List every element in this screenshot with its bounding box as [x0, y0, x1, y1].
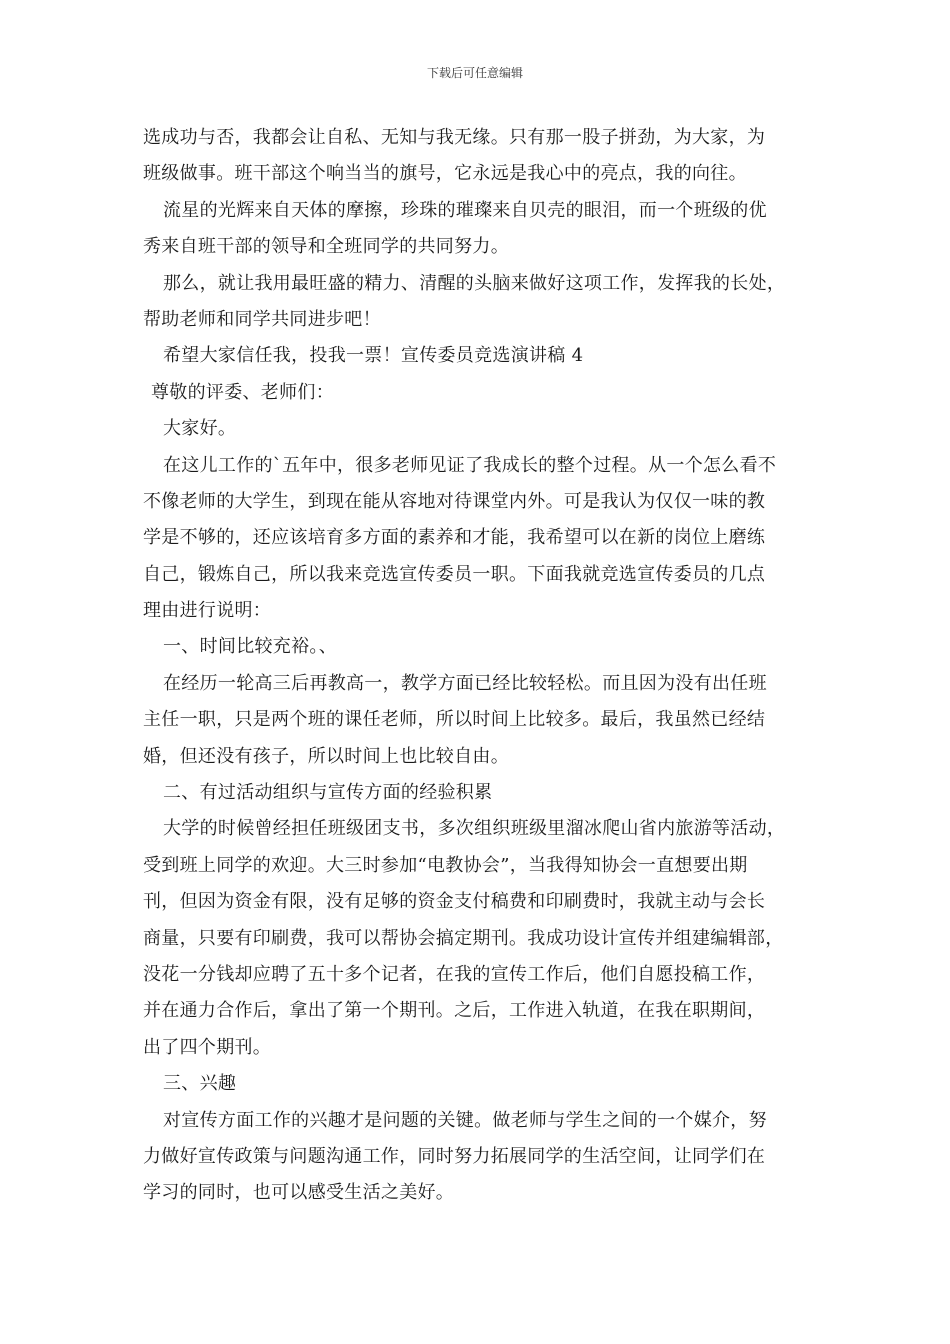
text-line: 对宣传方面工作的兴趣才是问题的关键。做老师与学生之间的一个媒介，努: [163, 1109, 767, 1131]
text-line: 三、兴趣: [163, 1073, 237, 1095]
text-line: 自己，锻炼自己，所以我来竞选宣传委员一职。下面我就竞选宣传委员的几点: [143, 563, 766, 585]
text-line: 帮助老师和同学共同进步吧！: [143, 308, 381, 330]
text-line: 并在通力合作后，拿出了第一个期刊。之后，工作进入轨道，在我在职期间，: [143, 1000, 766, 1022]
text-line: 出了四个期刊。: [143, 1036, 272, 1058]
text-line: 婚，但还没有孩子，所以时间上也比较自由。: [143, 745, 509, 767]
text-line: 在经历一轮高三后再教高一，教学方面已经比较轻松。而且因为没有出任班: [163, 672, 767, 694]
text-line: 流星的光辉来自天体的摩擦，珍珠的璀璨来自贝壳的眼泪，而一个班级的优: [163, 199, 767, 221]
text-line: 希望大家信任我，投我一票！宣传委员竞选演讲稿 4: [163, 345, 584, 367]
text-line: 理由进行说明：: [143, 600, 272, 622]
text-line: 那么，就让我用最旺盛的精力、清醒的头脑来做好这项工作，发挥我的长处，: [163, 272, 786, 294]
text-line: 力做好宣传政策与问题沟通工作，同时努力拓展同学的生活空间，让同学们在: [143, 1145, 766, 1167]
text-line: 秀来自班干部的领导和全班同学的共同努力。: [143, 236, 509, 258]
text-line: 刊，但因为资金有限，没有足够的资金支付稿费和印刷费时，我就主动与会长: [143, 891, 766, 913]
text-line: 一、时间比较充裕。、: [163, 636, 337, 658]
text-line: 学是不够的，还应该培育多方面的素养和才能，我希望可以在新的岗位上磨练: [143, 527, 766, 549]
text-line: 商量，只要有印刷费，我可以帮协会搞定期刊。我成功设计宣传并组建编辑部，: [143, 927, 784, 949]
text-line: 选成功与否，我都会让自私、无知与我无缘。只有那一股子拼劲，为大家，为: [143, 127, 766, 148]
text-line: 二、有过活动组织与宣传方面的经验积累: [163, 782, 493, 804]
document-body: [143, 120, 833, 1212]
text-line: 在这儿工作的`五年中，很多老师见证了我成长的整个过程。从一个怎么看不: [163, 454, 777, 476]
text-line: 大学的时候曾经担任班级团支书，多次组织班级里溜冰爬山省内旅游等活动，: [163, 818, 786, 840]
text-line: 学习的同时，也可以感受生活之美好。: [143, 1182, 455, 1204]
page-header: 下载后可任意编辑: [426, 66, 523, 80]
text-line: 受到班上同学的欢迎。大三时参加“电教协会”，当我得知协会一直想要出期: [143, 854, 748, 876]
text-line: 班级做事。班干部这个响当当的旗号，它永远是我心中的亮点，我的向往。: [143, 163, 747, 185]
text-line: 大家好。: [163, 418, 237, 440]
text-line: 不像老师的大学生，到现在能从容地对待课堂内外。可是我认为仅仅一味的教: [143, 490, 766, 512]
text-line: 没花一分钱却应聘了五十多个记者，在我的宣传工作后，他们自愿投稿工作，: [143, 963, 766, 985]
text-line: 尊敬的评委、老师们：: [151, 381, 334, 403]
text-line: 主任一职，只是两个班的课任老师，所以时间上比较多。最后，我虽然已经结: [143, 709, 766, 731]
